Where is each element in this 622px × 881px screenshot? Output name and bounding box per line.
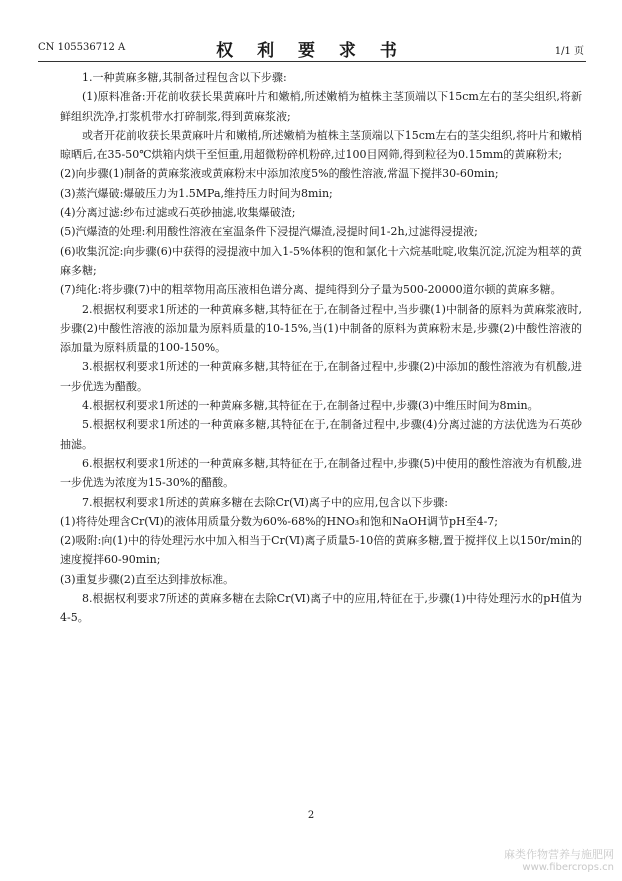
publication-number: CN 105536712 A bbox=[38, 42, 126, 53]
claim-1-step-2: (2)向步骤(1)制备的黄麻浆液或黄麻粉末中添加浓度5%的酸性溶液,常温下搅拌30-60min; bbox=[60, 167, 499, 181]
claim-8: 8.根据权利要求7所述的黄麻多糖在去除Cr(Ⅵ)离子中的应用,特征在于,步骤(1)中待处理污水的pH值为4-5。 bbox=[60, 592, 582, 625]
claim-1-step-7: (7)纯化:将步骤(7)中的粗萃物用高压液相色谱分离、提纯得到分子量为500-20000道尔顿的黄麻多糖。 bbox=[60, 283, 562, 297]
claims-body bbox=[60, 68, 582, 628]
claim-4: 4.根据权利要求1所述的一种黄麻多糖,其特征在于,在制备过程中,步骤(3)中维压时间为8min。 bbox=[82, 399, 539, 413]
claim-1-step-1-alt: 或者开花前收获长果黄麻叶片和嫩梢,所述嫩梢为植株主茎顶端以下15cm左右的茎尖组织,将叶片和嫩梢晾晒后,在35-50℃烘箱内烘干至恒重,用超微粉碎机粉碎,过100目网筛,得到粒径为0.15mm的黄麻粉末; bbox=[60, 128, 582, 162]
claim-5: 5.根据权利要求1所述的一种黄麻多糖,其特征在于,在制备过程中,步骤(4)分离过滤的方法优选为石英砂抽滤。 bbox=[60, 418, 582, 451]
claim-7-step-2: (2)吸附:向(1)中的待处理污水中加入相当于Cr(Ⅵ)离子质量5-10倍的黄麻多糖,置于搅拌仪上以150r/min的速度搅拌60-90min; bbox=[60, 534, 582, 567]
claim-7: 7.根据权利要求1所述的黄麻多糖在去除Cr(Ⅵ)离子中的应用,包含以下步骤: bbox=[82, 495, 449, 509]
watermark-url: www.fibercrops.cn bbox=[522, 862, 614, 873]
claim-1-step-3: (3)蒸汽爆破:爆破压力为1.5MPa,维持压力时间为8min; bbox=[60, 186, 333, 200]
claim-1-step-6: (6)收集沉淀:向步骤(6)中获得的浸提液中加入1-5%体积的饱和氯化十六烷基吡啶,收集沉淀,沉淀为粗萃的黄麻多糖; bbox=[60, 244, 582, 277]
document-header bbox=[0, 0, 622, 60]
claim-6: 6.根据权利要求1所述的一种黄麻多糖,其特征在于,在制备过程中,步骤(5)中使用的酸性溶液为有机酸,进一步优选为浓度为15-30%的醋酸。 bbox=[60, 456, 582, 490]
claim-3: 3.根据权利要求1所述的一种黄麻多糖,其特征在于,在制备过程中,步骤(2)中添加的酸性溶液为有机酸,进一步优选为醋酸。 bbox=[60, 360, 582, 393]
page-title: 权 利 要 求 书 bbox=[216, 41, 406, 61]
claim-1-step-4: (4)分离过滤:纱布过滤或石英砂抽滤,收集爆破渣; bbox=[60, 206, 296, 220]
page-count: 1/1 页 bbox=[554, 46, 584, 57]
page-number: 2 bbox=[307, 810, 315, 821]
header-divider bbox=[38, 61, 586, 62]
claim-2: 2.根据权利要求1所述的一种黄麻多糖,其特征在于,在制备过程中,当步骤(1)中制备的原料为黄麻浆液时,步骤(2)中酸性溶液的添加量为原料质量的10-15%,当(1)中制备的原料为黄麻粉末是,步骤(2)中酸性溶液的添加量为原料质量的100-150%。 bbox=[60, 302, 582, 355]
claim-1-step-5: (5)汽爆渣的处理:利用酸性溶液在室温条件下浸提汽爆渣,浸提时间1-2h,过滤得浸提液; bbox=[60, 225, 478, 239]
claim-1-step-1: (1)原料准备:开花前收获长果黄麻叶片和嫩梢,所述嫩梢为植株主茎顶端以下15cm左右的茎尖组织,将新鲜组织洗净,打浆机带水打碎制浆,得到黄麻浆液; bbox=[60, 90, 582, 123]
claim-7-step-1: (1)将待处理含Cr(Ⅵ)的液体用质量分数为60%-68%的HNO₃和饱和NaOH调节pH至4-7; bbox=[60, 514, 499, 528]
claim-1: 1.一种黄麻多糖,其制备过程包含以下步骤: bbox=[82, 71, 287, 84]
watermark-name: 麻类作物营养与施肥网 bbox=[504, 848, 614, 861]
claim-7-step-3: (3)重复步骤(2)直至达到排放标准。 bbox=[60, 572, 235, 586]
site-watermark bbox=[504, 846, 614, 873]
